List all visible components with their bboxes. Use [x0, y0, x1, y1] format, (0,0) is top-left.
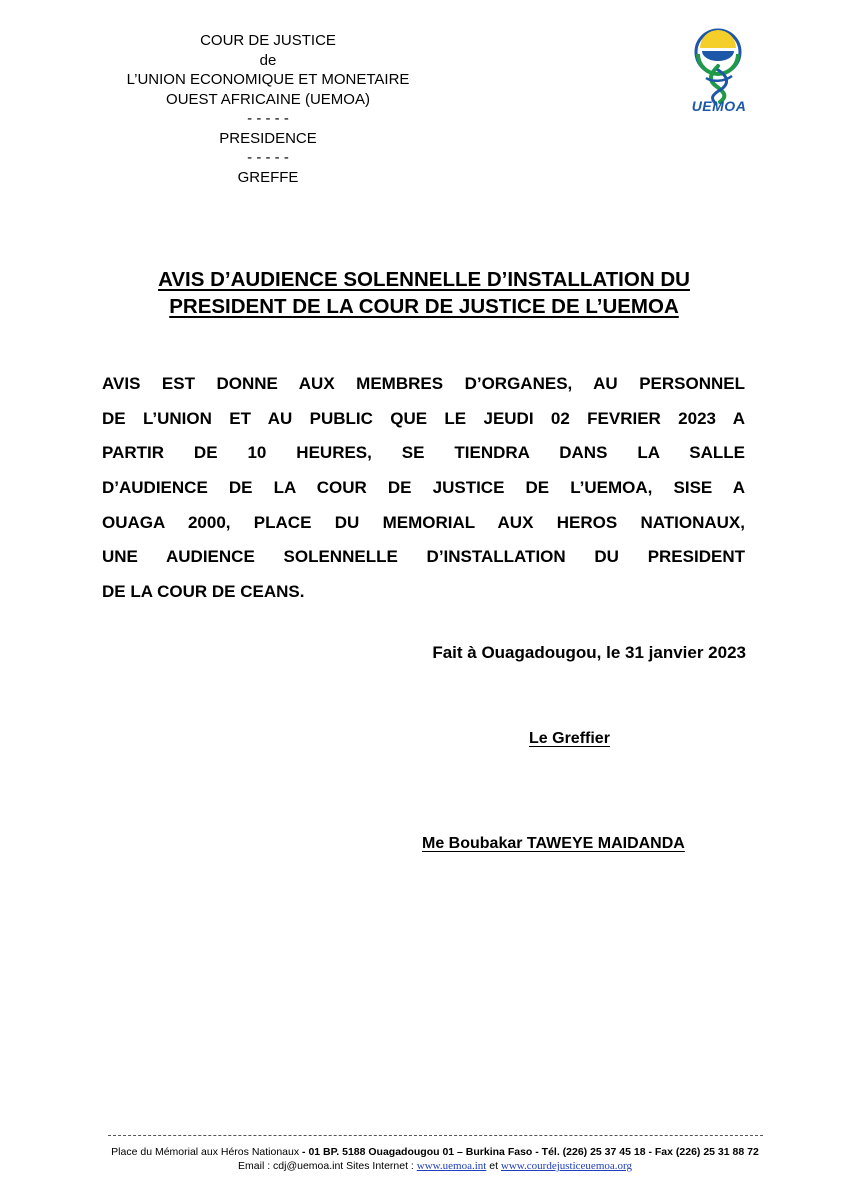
footer-email: Email : cdj@uemoa.int [238, 1160, 344, 1172]
notice-body-line: D’AUDIENCE DE LA COUR DE JUSTICE DE L’UEMOA, SISE A [102, 478, 745, 498]
uemoa-logo-wordmark: UEMOA [691, 98, 747, 114]
footer-address-place: Place du Mémorial aux Héros Nationaux [111, 1146, 300, 1158]
place-and-date: Fait à Ouagadougou, le 31 janvier 2023 [432, 643, 746, 662]
header-line-court: COUR DE JUSTICE [200, 32, 336, 49]
footer-address-contact: - 01 BP. 5188 Ouagadougou 01 – Burkina Faso - Tél. (226) 25 37 45 18 - Fax (226) 25 31 88 72 [299, 1146, 759, 1158]
notice-body-line: DE LA COUR DE CEANS. [102, 582, 305, 602]
uemoa-logo [678, 26, 758, 118]
notice-title-line-2: PRESIDENT DE LA COUR DE JUSTICE DE L’UEMOA [169, 295, 679, 318]
header-separator: - - - - - [247, 149, 289, 166]
footer-link-uemoa[interactable]: www.uemoa.int [416, 1160, 487, 1172]
footer-divider [108, 1135, 763, 1136]
footer [60, 1145, 810, 1173]
header-line-de: de [259, 51, 277, 69]
header-separator: - - - - - [247, 110, 289, 127]
notice-body [102, 367, 745, 610]
notice-title [60, 266, 788, 320]
header-line-uemoa: OUEST AFRICAINE (UEMOA) [166, 90, 370, 108]
footer-address [60, 1145, 810, 1159]
footer-contact [60, 1159, 810, 1173]
notice-body-line: UNE AUDIENCE SOLENNELLE D’INSTALLATION DU PRESIDENT [102, 547, 745, 567]
notice-title-line-1: AVIS D’AUDIENCE SOLENNELLE D’INSTALLATION DU [158, 268, 690, 291]
court-header [98, 31, 438, 187]
header-line-presidence: PRESIDENCE [219, 129, 317, 147]
footer-and: et [486, 1160, 501, 1172]
notice-body-line: PARTIR DE 10 HEURES, SE TIENDRA DANS LA SALLE [102, 443, 745, 463]
footer-sites-label: Sites Internet : [343, 1160, 417, 1172]
signatory-name: Me Boubakar TAWEYE MAIDANDA [422, 835, 685, 852]
header-line-union: L’UNION ECONOMIQUE ET MONETAIRE [126, 71, 410, 88]
notice-body-line: OUAGA 2000, PLACE DU MEMORIAL AUX HEROS NATIONAUX, [102, 512, 745, 532]
signatory-role: Le Greffier [529, 730, 610, 747]
notice-body-line: AVIS EST DONNE AUX MEMBRES D’ORGANES, AU PERSONNEL [102, 374, 745, 393]
header-line-greffe: GREFFE [237, 168, 299, 186]
notice-body-line: DE L’UNION ET AU PUBLIC QUE LE JEUDI 02 FEVRIER 2023 A [102, 408, 745, 428]
footer-link-court[interactable]: www.courdejusticeuemoa.org [500, 1160, 632, 1172]
